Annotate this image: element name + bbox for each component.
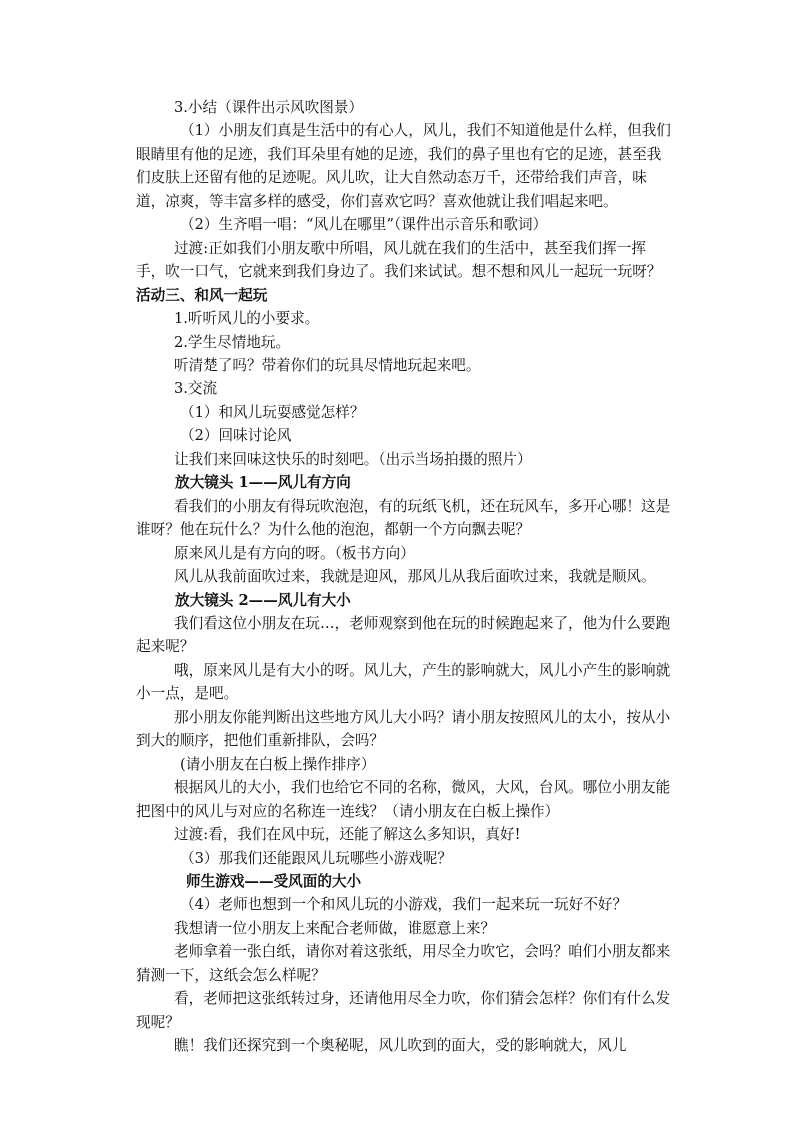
subsection-heading: 放大镜头 1——风儿有方向 xyxy=(175,474,351,492)
subsection-heading: 师生游戏——受风面的大小 xyxy=(186,872,362,890)
paragraph: （4）老师也想到一个和风儿玩的小游戏，我们一起来玩一玩好不好？ xyxy=(180,896,628,914)
paragraph: 让我们来回味这快乐的时刻吧。（出示当场拍摄的照片） xyxy=(174,450,532,468)
paragraph: 瞧！我们还探究到一个奥秘呢，风儿吹到的面大，受的影响就大，风儿 xyxy=(174,1037,627,1055)
paragraph: 1.听听风儿的小要求。 xyxy=(174,310,320,328)
paragraph: 我们看这位小朋友在玩…，老师观察到他在玩的时候跑起来了，他为什么要跑起来呢？ xyxy=(136,614,671,656)
paragraph: 原来风儿是有方向的呀。（板书方向） xyxy=(174,544,415,562)
paragraph: （3）那我们还能跟风儿玩哪些小游戏呢？ xyxy=(180,849,452,867)
paragraph: 2.学生尽情地玩。 xyxy=(174,333,291,351)
paragraph: 风儿从我前面吹过来，我就是迎风，那风儿从我后面吹过来，我就是顺风。 xyxy=(174,568,656,586)
paragraph: 看，老师把这张纸转过身，还请他用尽全力吹，你们猜会怎样？你们有什么发现呢？ xyxy=(136,990,671,1031)
paragraph: 过渡:看，我们在风中玩，还能了解这么多知识，真好! xyxy=(174,826,521,844)
paragraph: (请小朋友在白板上操作排序） xyxy=(180,755,376,773)
paragraph: （2）生齐唱一唱：“风儿在哪里”（课件出示音乐和歌词） xyxy=(180,216,548,234)
paragraph: 老师拿着一张白纸，请你对着这张纸，用尽全力吹它，会吗？咱们小朋友都来猜测一下，这纸会怎么样呢？ xyxy=(136,943,671,984)
paragraph: 看我们的小朋友有得玩吹泡泡，有的玩纸飞机，还在玩风车，多开心哪！这是谁呀？他在玩什么？为什么他的泡泡，都朝一个方向飘去呢？ xyxy=(136,497,671,539)
subsection-heading: 放大镜头 2——风儿有大小 xyxy=(175,591,351,609)
section-heading: 活动三、和风一起玩 xyxy=(136,286,268,304)
paragraph: 3.小结（课件出示风吹图景） xyxy=(174,99,364,116)
paragraph: 听清楚了吗？带着你们的玩具尽情地玩起来吧。 xyxy=(174,356,481,374)
document-body xyxy=(136,96,672,1058)
paragraph: 我想请一位小朋友上来配合老师做，谁愿意上来？ xyxy=(174,919,496,937)
paragraph: 过渡:正如我们小朋友歌中所唱，风儿就在我们的生活中，甚至我们挥一挥手，吹一口气，它就来到我们身边了。我们来试试。想不想和风儿一起玩一玩呀？ xyxy=(136,239,662,281)
paragraph: （2）回味讨论风 xyxy=(180,427,292,445)
paragraph: 哦，原来风儿是有大小的呀。风儿大，产生的影响就大，风儿小产生的影响就小一点，是吧。 xyxy=(136,661,671,703)
paragraph: 根据风儿的大小，我们也给它不同的名称，微风，大风，台风。哪位小朋友能把图中的风儿与对应的名称连一连线？（请小朋友在白板上操作） xyxy=(136,779,671,820)
paragraph: 那小朋友你能判断出这些地方风儿大小吗？请小朋友按照风儿的太小，按从小到大的顺序，把他们重新排队，会吗？ xyxy=(136,708,671,750)
paragraph: （1）小朋友们真是生活中的有心人，风儿，我们不知道他是什么样，但我们眼睛里有他的足迹，我们耳朵里有她的足迹，我们的鼻子里也有它的足迹，甚至我们皮肤上还留有他的足迹呢。风儿吹，让大自然动态万千，还带给我们声音，味道，凉爽，等丰富多样的感受，你们喜欢它吗？喜欢他就让我们唱起来吧。 xyxy=(136,122,671,210)
paragraph: （1）和风儿玩耍感觉怎样？ xyxy=(180,403,365,421)
paragraph: 3.交流 xyxy=(174,380,218,398)
